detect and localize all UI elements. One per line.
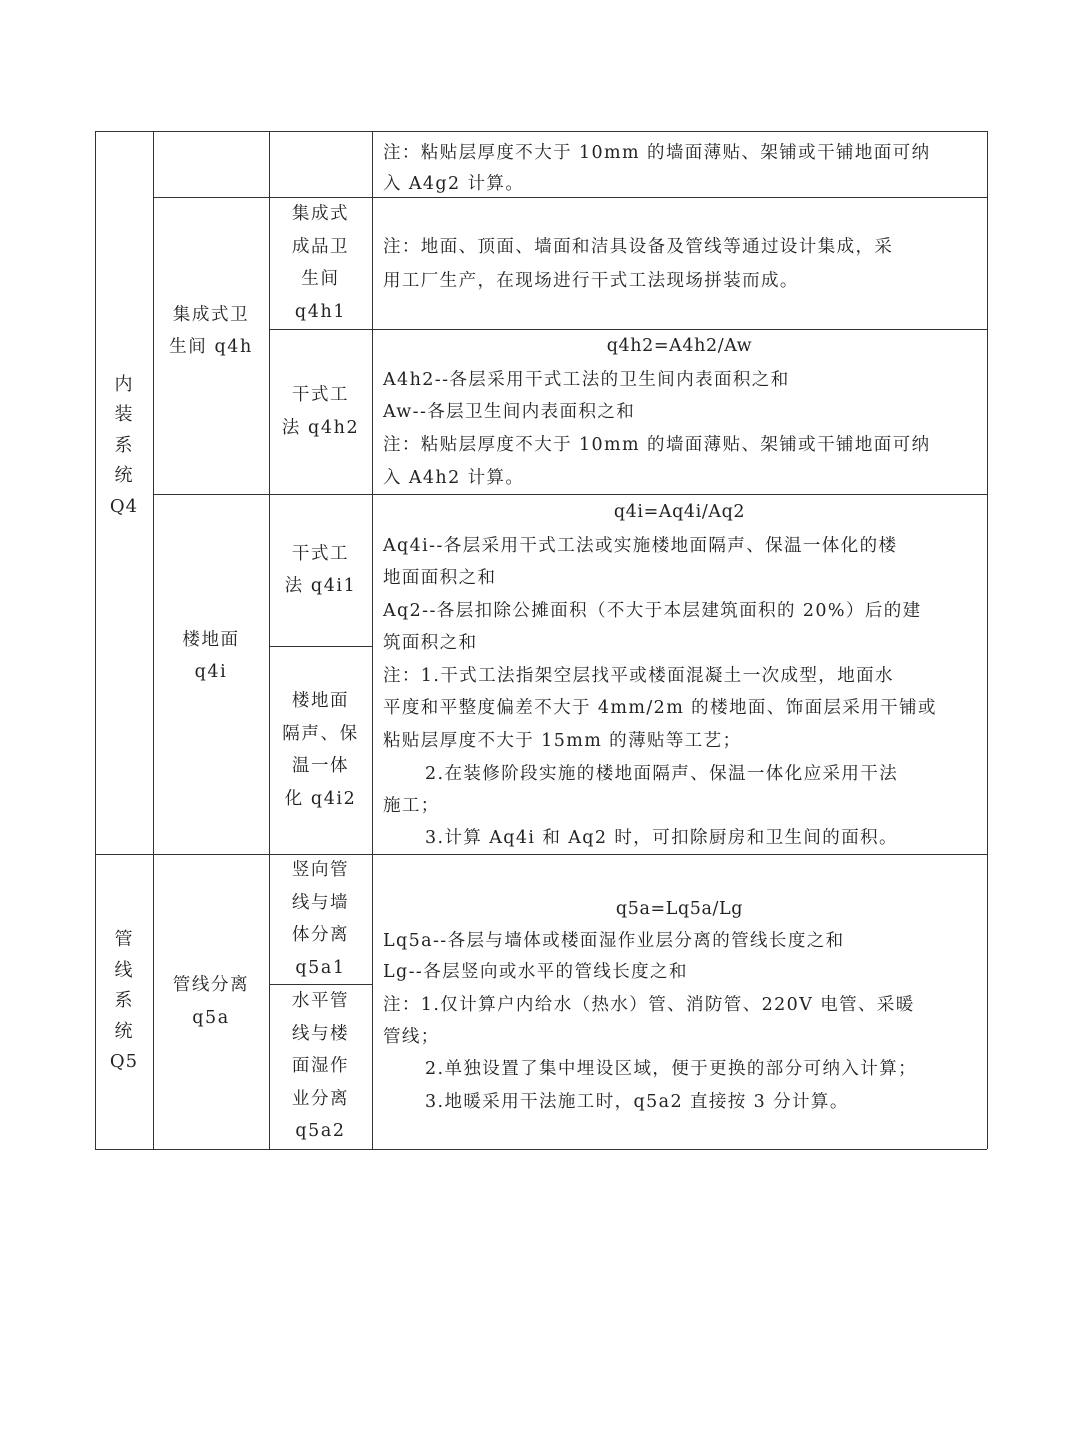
item-line: 干式工 [291,385,350,405]
table-border-top [95,131,987,132]
item-line: 水平管 [291,991,350,1012]
item-line: 线与墙 [291,892,350,913]
item-q4i1-label [269,494,372,646]
item-line: 集成式 [291,204,350,224]
note-line: 注：1.仅计算户内给水（热水）管、消防管、220V 电管、采暖 [383,995,915,1015]
category-line: 管线分离 [172,975,250,995]
note-line: 注：粘贴层厚度不大于 10mm 的墙面薄贴、架铺或干铺地面可纳 [383,435,931,455]
definition-line: A4h2--各层采用干式工法的卫生间内表面积之和 [383,370,790,390]
system-char: 统 [114,465,134,487]
note-line: 入 A4h2 计算。 [383,468,525,488]
system-label-q5 [95,854,153,1149]
system-char: Q5 [109,1051,139,1073]
item-line: 面湿作 [291,1056,350,1077]
item-line: 竖向管 [291,860,350,880]
item-line: q5a2 [295,1121,346,1142]
item-line: 温一体 [291,756,350,776]
system-char: 管 [114,929,134,951]
system-char: 线 [114,959,134,981]
category-line: 楼地面 [182,629,240,650]
item-line: 干式工 [291,543,350,564]
note-line: 3.计算 Aq4i 和 Aq2 时，可扣除厨房和卫生间的面积。 [425,828,898,848]
system-char: 内 [114,373,134,395]
note-line: 2.在装修阶段实施的楼地面隔声、保温一体化应采用干法 [425,764,899,784]
category-bathroom [153,296,269,366]
item-line: 体分离 [291,925,350,945]
item-line: 隔声、保 [282,723,359,744]
definition-line: Lq5a--各层与墙体或楼面湿作业层分离的管线长度之和 [383,931,845,951]
formula-q4h2: q4h2=A4h2/Aw [606,336,753,356]
item-q4h2-label [269,329,372,494]
system-char: 系 [114,990,134,1012]
column-divider [372,131,373,1149]
system-char: 系 [114,434,134,456]
note-line: 注：地面、顶面、墙面和洁具设备及管线等通过设计集成，采 [383,237,894,257]
table-border-bottom [95,1149,987,1150]
item-line: 化 q4i2 [284,788,357,809]
item-line: q5a1 [295,957,346,978]
item-line: 法 q4h2 [281,417,360,438]
item-line: 线与楼 [291,1023,350,1044]
category-pipeline [153,854,269,1149]
formula-q4i: q4i=Aq4i/Aq2 [613,502,746,522]
category-floor [153,621,269,691]
note-line: 注：粘贴层厚度不大于 10mm 的墙面薄贴、架铺或干铺地面可纳 [383,143,931,163]
definition-line: 地面面积之和 [383,568,497,588]
note-line: 平度和平整度偏差不大于 4mm/2m 的楼地面、饰面层采用干铺或 [383,698,937,718]
system-label-q4 [95,131,153,661]
row-divider [269,329,987,330]
system-char: 统 [114,1020,134,1042]
system-char: Q4 [109,495,139,517]
note-line: 2.单独设置了集中埋设区域，便于更换的部分可纳入计算； [425,1059,917,1079]
item-q4h1-label [269,197,372,329]
definition-line: Aq2--各层扣除公摊面积（不大于本层建筑面积的 20%）后的建 [383,601,922,621]
item-line: q4h1 [294,301,347,322]
note-line: 3.地暖采用干法施工时，q5a2 直接按 3 分计算。 [425,1092,849,1112]
table-border-right [987,131,988,1149]
category-line: q5a [192,1007,230,1028]
formula-q5a: q5a=Lq5a/Lg [615,899,744,919]
definition-line: Aw--各层卫生间内表面积之和 [383,402,636,422]
note-line: 施工； [383,796,440,816]
definition-line: 筑面积之和 [383,633,478,653]
note-line: 粘贴层厚度不大于 15mm 的薄贴等工艺； [383,731,742,751]
item-q5a2-label [269,984,372,1149]
definition-line: Aq4i--各层采用干式工法或实施楼地面隔声、保温一体化的楼 [383,536,898,556]
item-line: 楼地面 [291,691,350,711]
category-line: q4i [194,662,228,682]
item-line: 成品卫 [291,236,350,257]
note-line: 管线； [383,1027,440,1047]
item-q5a1-label [269,854,372,984]
note-line: 用工厂生产，在现场进行干式工法现场拼装而成。 [383,271,799,291]
category-line: 集成式卫 [172,304,250,325]
note-line: 注：1.干式工法指架空层找平或楼面混凝土一次成型，地面水 [383,666,894,686]
evaluation-table [95,131,987,1149]
category-line: 生间 q4h [169,337,253,357]
item-line: 业分离 [291,1088,350,1109]
definition-line: Lg--各层竖向或水平的管线长度之和 [383,962,688,982]
item-line: 生间 [301,269,340,289]
note-line: 入 A4g2 计算。 [383,174,525,194]
item-line: 法 q4i1 [284,576,357,596]
item-q4i2-label [269,646,372,854]
system-char: 装 [114,404,134,426]
